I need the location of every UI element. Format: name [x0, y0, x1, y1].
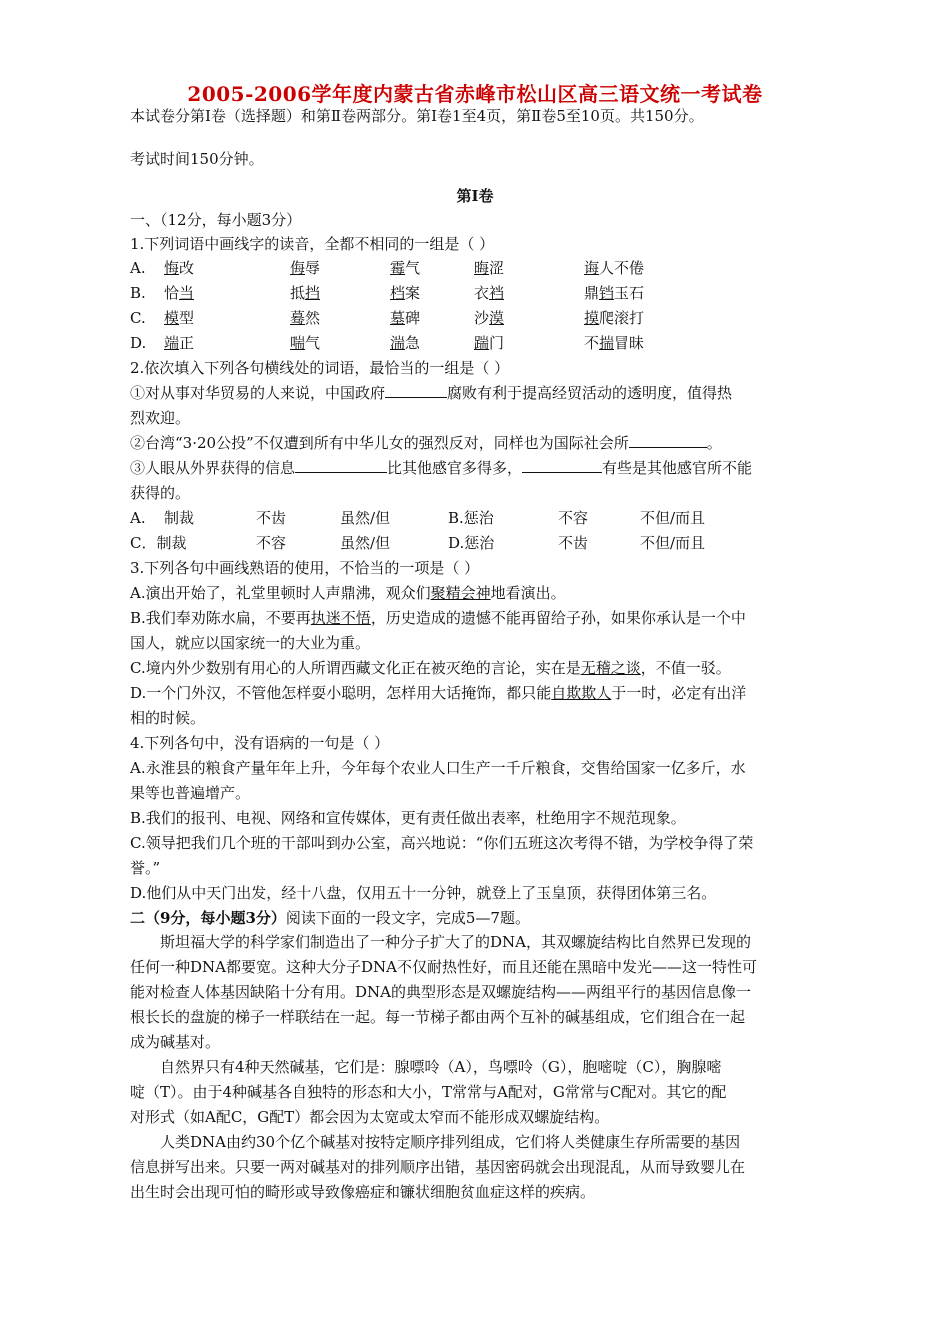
- fill-blank: [629, 433, 707, 448]
- question-2-stem: 2.依次填入下列各句横线处的词语，最恰当的一组是（ ）: [130, 359, 510, 377]
- text-fragment: 不: [584, 334, 600, 352]
- option-word: 制裁: [164, 509, 195, 527]
- option-word: [584, 333, 644, 353]
- intro-line-1: 本试卷分第Ⅰ卷（选择题）和第Ⅱ卷两部分。第Ⅰ卷1至4页，第Ⅱ卷5至10页。共150分。: [130, 107, 704, 125]
- text-fragment: 然: [305, 309, 321, 327]
- text-fragment: ①对从事对华贸易的人来说，中国政府: [130, 384, 386, 402]
- question-2-sentence-1: [130, 383, 732, 403]
- option-word: [474, 258, 504, 278]
- exam-title: 2005-2006学年度内蒙古省赤峰市松山区高三语文统一考试卷: [187, 82, 763, 106]
- underlined-char: 模: [164, 309, 180, 327]
- option-word: [390, 283, 420, 303]
- text-fragment: 气: [405, 259, 421, 277]
- question-2-sentence-1-cont: 烈欢迎。: [130, 409, 191, 427]
- intro-line-2: 考试时间150分钟。: [130, 150, 264, 168]
- question-3-option-b: [130, 608, 746, 628]
- question-2-sentence-3: [130, 458, 752, 478]
- question-4-option-a: A.永淮县的粮食产量年年上升，今年每个农业人口生产一千斤粮食，交售给国家一亿多斤，水: [130, 759, 746, 777]
- underlined-char: 墓: [390, 309, 406, 327]
- underlined-idiom: 聚精会神: [430, 584, 491, 602]
- question-3-option-d-cont: 相的时候。: [130, 709, 206, 727]
- option-word: 不齿: [558, 534, 589, 552]
- option-word: [474, 333, 504, 353]
- question-1-stem: 1.下列词语中画线字的读音，全都不相同的一组是（ ）: [130, 235, 495, 253]
- text-fragment: B.我们奉劝陈水扁，不要再: [130, 609, 311, 627]
- passage-line: 人类DNA由约30个亿个碱基对按特定顺序排列组成，它们将人类健康生存所需要的基因: [130, 1133, 741, 1151]
- underlined-char: 当: [179, 284, 195, 302]
- option-word: [584, 308, 644, 328]
- option-word: 不容: [558, 509, 589, 527]
- option-word: 不但/而且: [640, 534, 706, 552]
- underlined-char: 霉: [390, 259, 406, 277]
- text-fragment: ③人眼从外界获得的信息: [130, 459, 296, 477]
- option-label: A.: [130, 509, 146, 527]
- fill-blank: [385, 383, 447, 398]
- question-3-stem: 3.下列各句中画线熟语的使用，不恰当的一项是（ ）: [130, 559, 480, 577]
- section-1-heading: 一、（12分，每小题3分）: [130, 211, 302, 229]
- text-fragment: D.一个门外汉，不管他怎样耍小聪明，怎样用大话掩饰，都只能: [130, 684, 552, 702]
- option-word: [290, 283, 320, 303]
- fill-blank: [522, 458, 602, 473]
- underlined-char: 摸: [584, 309, 600, 327]
- question-1-option-row: [130, 308, 830, 328]
- text-fragment: A.演出开始了，礼堂里顿时人声鼎沸，观众们: [130, 584, 431, 602]
- text-fragment: 爬滚打: [599, 309, 645, 327]
- text-fragment: 气: [305, 334, 321, 352]
- part-heading: 第Ⅰ卷: [456, 187, 494, 205]
- option-word: [390, 333, 420, 353]
- underlined-char: 漠: [489, 309, 505, 327]
- text-fragment: 抵: [290, 284, 306, 302]
- fill-blank: [295, 458, 387, 473]
- text-fragment: 案: [405, 284, 421, 302]
- underlined-char: 揣: [599, 334, 615, 352]
- section-2-heading: [130, 908, 530, 928]
- passage-line: 成为碱基对。: [130, 1033, 221, 1051]
- text-fragment: 玉石: [614, 284, 645, 302]
- text-fragment: 腐败有利于提高经贸活动的透明度，值得热: [447, 384, 733, 402]
- question-3-option-a: [130, 583, 566, 603]
- option-word: 虽然/但: [340, 509, 391, 527]
- passage-line: 斯坦福大学的科学家们制造出了一种分子扩大了的DNA，其双螺旋结构比自然界已发现的: [130, 933, 751, 951]
- question-4-option-c-cont: 誉。”: [130, 859, 161, 877]
- passage-line: 信息拼写出来。只要一两对碱基对的排列顺序出错，基因密码就会出现混乱，从而导致婴儿在: [130, 1158, 746, 1176]
- text-fragment: ②台湾“3·20公投”不仅遭到所有中华儿女的强烈反对，同样也为国际社会所: [130, 434, 629, 452]
- passage-line: 对形式（如A配C，G配T）都会因为太宽或太窄而不能形成双螺旋结构。: [130, 1108, 610, 1126]
- text-fragment: 比其他感官多得多，: [387, 459, 523, 477]
- text-fragment: 涩: [489, 259, 505, 277]
- underlined-char: 湍: [390, 334, 406, 352]
- underlined-char: 侮: [290, 259, 306, 277]
- underlined-char: 晦: [474, 259, 490, 277]
- section-2-score: 二（9分，每小题3分）: [130, 909, 286, 927]
- underlined-char: 档: [390, 284, 406, 302]
- text-fragment: C.境内外少数别有用心的人所谓西藏文化正在被灭绝的言论，实在是: [130, 659, 581, 677]
- option-word: C．制裁: [130, 534, 187, 552]
- option-word: [164, 308, 194, 328]
- underlined-char: 悔: [164, 259, 180, 277]
- text-fragment: 衣: [474, 284, 490, 302]
- option-word: [584, 283, 644, 303]
- underlined-char: 挡: [305, 284, 321, 302]
- text-fragment: 。: [706, 434, 722, 452]
- option-word: [390, 258, 420, 278]
- text-fragment: 于一时，必定有出洋: [611, 684, 747, 702]
- question-4-option-b: B.我们的报刊、电视、网络和宣传媒体，更有责任做出表率，杜绝用字不规范现象。: [130, 809, 686, 827]
- question-1-option-row: [130, 258, 830, 278]
- underlined-char: 铛: [599, 284, 615, 302]
- question-1-option-row: [130, 283, 830, 303]
- question-3-option-c: [130, 658, 731, 678]
- passage-line: 出生时会出现可怕的畸形或导致像癌症和镰状细胞贫血症这样的疾病。: [130, 1183, 596, 1201]
- underlined-char: 踹: [474, 334, 490, 352]
- question-2-sentence-2: [130, 433, 722, 453]
- option-label: C.: [130, 309, 146, 327]
- underlined-idiom: 无稽之谈: [580, 659, 641, 677]
- option-label: B.: [130, 284, 146, 302]
- option-word: 不齿: [256, 509, 287, 527]
- question-4-option-a-cont: 果等也普遍增产。: [130, 784, 251, 802]
- option-word: [164, 283, 194, 303]
- question-4-option-d: D.他们从中天门出发，经十八盘，仅用五十一分钟，就登上了玉皇顶，获得团体第三名。: [130, 884, 717, 902]
- text-fragment: 改: [179, 259, 195, 277]
- text-fragment: 型: [179, 309, 195, 327]
- section-2-instruction: 阅读下面的一段文字，完成5—7题。: [285, 909, 530, 927]
- text-fragment: 有些是其他感官所不能: [602, 459, 753, 477]
- option-label: A.: [130, 259, 146, 277]
- text-fragment: 门: [489, 334, 505, 352]
- text-fragment: 地看演出。: [490, 584, 566, 602]
- option-word: [164, 333, 194, 353]
- option-word: [290, 258, 320, 278]
- text-fragment: 人不倦: [599, 259, 645, 277]
- option-word: [164, 258, 194, 278]
- passage-line: 根长长的盘旋的梯子一样联结在一起。每一节梯子都由两个互补的碱基组成，它们组合在一起: [130, 1008, 746, 1026]
- underlined-char: 蓦: [290, 309, 306, 327]
- passage-line: 啶（T）。由于4种碱基各自独特的形态和大小，T常常与A配对，G常常与C配对。其它的配: [130, 1083, 727, 1101]
- option-word: 不但/而且: [640, 509, 706, 527]
- option-word: B.惩治: [448, 509, 494, 527]
- underlined-char: 喘: [290, 334, 306, 352]
- underlined-char: 裆: [489, 284, 505, 302]
- text-fragment: 鼎: [584, 284, 600, 302]
- text-fragment: ，不值一驳。: [640, 659, 731, 677]
- question-4-option-c: C.领导把我们几个班的干部叫到办公室，高兴地说：“你们五班这次考得不错，为学校争得了荣: [130, 834, 754, 852]
- option-word: [474, 308, 504, 328]
- text-fragment: 正: [179, 334, 195, 352]
- question-4-stem: 4.下列各句中，没有语病的一句是（ ）: [130, 734, 390, 752]
- option-word: D.惩治: [448, 534, 495, 552]
- passage-line: 能对检查人体基因缺陷十分有用。DNA的典型形态是双螺旋结构——两组平行的基因信息像一: [130, 983, 751, 1001]
- option-word: [290, 308, 320, 328]
- text-fragment: 沙: [474, 309, 490, 327]
- passage-line: 自然界只有4种天然碱基，它们是：腺嘌呤（A），鸟嘌呤（G），胞嘧啶（C），胸腺嘧: [130, 1058, 722, 1076]
- text-fragment: 恰: [164, 284, 180, 302]
- underlined-char: 诲: [584, 259, 600, 277]
- text-fragment: 辱: [305, 259, 321, 277]
- underlined-idiom: 自欺欺人: [551, 684, 612, 702]
- text-fragment: 冒昧: [614, 334, 645, 352]
- option-label: D.: [130, 334, 147, 352]
- underlined-idiom: 执迷不悟: [310, 609, 371, 627]
- question-1-option-row: [130, 333, 830, 353]
- option-word: 虽然/但: [340, 534, 391, 552]
- question-2-sentence-3-cont: 获得的。: [130, 484, 191, 502]
- text-fragment: 急: [405, 334, 421, 352]
- option-word: [584, 258, 644, 278]
- option-word: [474, 283, 504, 303]
- passage-line: 任何一种DNA都要宽。这种大分子DNA不仅耐热性好，而且还能在黑暗中发光——这一特性可: [130, 958, 757, 976]
- option-word: [390, 308, 420, 328]
- text-fragment: 碑: [405, 309, 421, 327]
- question-2-options-cd: [130, 533, 830, 553]
- question-3-option-b-cont: 国人，就应以国家统一的大业为重。: [130, 634, 371, 652]
- question-2-options-ab: [130, 508, 830, 528]
- text-fragment: ，历史造成的遗憾不能再留给子孙，如果你承认是一个中: [370, 609, 746, 627]
- option-word: 不容: [256, 534, 287, 552]
- question-3-option-d: [130, 683, 746, 703]
- underlined-char: 端: [164, 334, 180, 352]
- option-word: [290, 333, 320, 353]
